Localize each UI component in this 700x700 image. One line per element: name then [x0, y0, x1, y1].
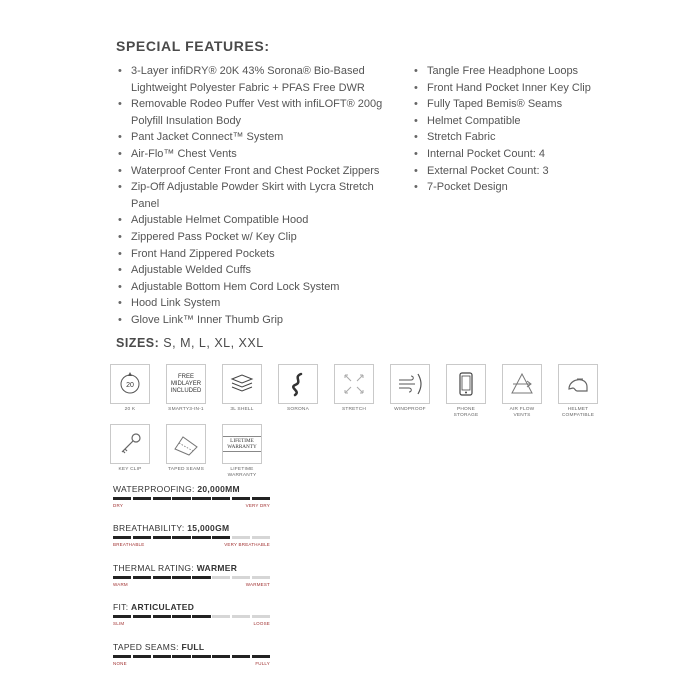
icon-label: HELMET COMPATIBLE	[561, 407, 595, 418]
icon-cell-phone	[446, 364, 488, 419]
icon-label: SORONA	[287, 407, 309, 412]
features-list-right	[414, 63, 604, 196]
icon-cell-air-flow	[502, 364, 544, 419]
air-flow-vents-icon	[502, 364, 542, 404]
sorona-icon	[278, 364, 318, 404]
rating-segment-filled	[192, 536, 210, 539]
rating-segment-filled	[192, 655, 210, 658]
rating-segment-filled	[252, 655, 270, 658]
feature-item: • 7-Pocket Design	[414, 179, 604, 196]
icon-cell-key-clip	[110, 424, 152, 473]
feature-item: • Helmet Compatible	[414, 113, 604, 130]
feature-item: • Front Hand Zippered Pockets	[118, 246, 390, 263]
icon-cell-stretch	[334, 364, 376, 413]
rating-segment-filled	[113, 536, 131, 539]
taped-seams-icon	[166, 424, 206, 464]
feature-item: • Waterproof Center Front and Chest Pocket Zippers	[118, 163, 390, 180]
rating-bar	[113, 576, 270, 579]
icon-cell-helmet	[558, 364, 600, 419]
rating-thermal	[113, 563, 273, 587]
sizes-label: SIZES:	[116, 336, 160, 350]
rating-segment-filled	[133, 615, 151, 618]
rating-bar	[113, 536, 270, 539]
rating-value: ARTICULATED	[131, 602, 195, 612]
feature-item: • Adjustable Helmet Compatible Hood	[118, 212, 390, 229]
rating-segment-filled	[192, 497, 210, 500]
lifetime-warranty-icon	[222, 424, 262, 464]
rating-segment-empty	[232, 615, 250, 618]
rating-segment-empty	[252, 536, 270, 539]
rating-segment-filled	[252, 497, 270, 500]
icon-cell-windproof	[390, 364, 432, 413]
rating-segment-filled	[113, 655, 131, 658]
rating-label: FIT:	[113, 602, 129, 612]
icon-label: AIR FLOW VENTS	[509, 407, 535, 418]
20k-badge-text: 20	[126, 382, 134, 389]
rating-title	[113, 642, 273, 652]
icon-label: PHONE STORAGE	[453, 407, 479, 418]
feature-item: • Adjustable Bottom Hem Cord Lock System	[118, 279, 390, 296]
rating-fit	[113, 602, 273, 626]
windproof-icon	[390, 364, 430, 404]
rating-segment-filled	[192, 615, 210, 618]
rating-segment-empty	[252, 576, 270, 579]
rating-segment-filled	[133, 655, 151, 658]
feature-item: • Pant Jacket Connect™ System	[118, 129, 390, 146]
rating-segment-filled	[232, 497, 250, 500]
rating-segment-filled	[172, 576, 190, 579]
stretch-icon	[334, 364, 374, 404]
rating-min-label: WARM	[113, 582, 128, 587]
rating-taped-seams	[113, 642, 273, 666]
rating-segment-filled	[153, 497, 171, 500]
rating-segment-filled	[113, 576, 131, 579]
rating-segment-filled	[113, 615, 131, 618]
rating-segment-filled	[172, 615, 190, 618]
rating-bar	[113, 655, 270, 658]
rating-value: 20,000MM	[197, 484, 240, 494]
rating-segment-filled	[133, 536, 151, 539]
key-clip-icon	[110, 424, 150, 464]
rating-label: THERMAL RATING:	[113, 563, 195, 573]
free-midlayer-text: FREE MIDLAYER INCLUDED	[170, 373, 202, 394]
rating-label: BREATHABILITY:	[113, 523, 185, 533]
rating-label: TAPED SEAMS:	[113, 642, 179, 652]
feature-item: • Adjustable Welded Cuffs	[118, 262, 390, 279]
rating-value: 15,000GM	[187, 523, 230, 533]
sizes-values: S, M, L, XL, XXL	[163, 336, 264, 350]
rating-segment-empty	[212, 615, 230, 618]
feature-item: • Stretch Fabric	[414, 129, 604, 146]
feature-item: • Glove Link™ Inner Thumb Grip	[118, 312, 390, 329]
helmet-compatible-icon	[558, 364, 598, 404]
feature-item: • Air-Flo™ Chest Vents	[118, 146, 390, 163]
icon-label: 3L SHELL	[230, 407, 254, 412]
smarty-3-in-1-icon	[166, 364, 206, 404]
phone-storage-icon	[446, 364, 486, 404]
rating-title	[113, 602, 273, 612]
special-features-title: SPECIAL FEATURES:	[116, 38, 270, 54]
icon-cell-taped-seams	[166, 424, 208, 473]
feature-item: • Tangle Free Headphone Loops	[414, 63, 604, 80]
rating-segment-filled	[153, 536, 171, 539]
feature-item: • 3-Layer infiDRY® 20K 43% Sorona® Bio-Based Lightweight Polyester Fabric + PFAS Free DWR	[118, 63, 390, 96]
rating-segment-filled	[212, 497, 230, 500]
rating-title	[113, 523, 273, 533]
rating-segment-filled	[172, 497, 190, 500]
rating-min-label: DRY	[113, 503, 124, 508]
rating-segment-filled	[172, 536, 190, 539]
feature-item: • External Pocket Count: 3	[414, 163, 604, 180]
rating-breathability	[113, 523, 273, 547]
rating-segment-empty	[212, 576, 230, 579]
rating-segment-empty	[232, 536, 250, 539]
rating-max-label: FULLY	[255, 661, 270, 666]
rating-min-label: NONE	[113, 661, 127, 666]
icon-label: 20 K	[124, 407, 136, 412]
rating-value: WARMER	[196, 563, 238, 573]
features-list-left	[118, 63, 390, 329]
rating-segment-empty	[252, 615, 270, 618]
rating-segment-filled	[212, 536, 230, 539]
3l-shell-icon	[222, 364, 262, 404]
rating-bar	[113, 497, 270, 500]
feature-item: • Zip-Off Adjustable Powder Skirt with Lycra Stretch Panel	[118, 179, 390, 212]
rating-max-label: LOOSE	[253, 621, 270, 626]
icon-label: STRETCH	[341, 407, 367, 412]
rating-segment-filled	[153, 576, 171, 579]
feature-item: • Zippered Pass Pocket w/ Key Clip	[118, 229, 390, 246]
feature-item: • Fully Taped Bemis® Seams	[414, 96, 604, 113]
rating-segment-filled	[153, 655, 171, 658]
icon-label: WINDPROOF	[394, 407, 426, 412]
rating-title	[113, 563, 273, 573]
rating-bar	[113, 615, 270, 618]
icon-label: SMARTY3-IN-1	[168, 407, 204, 412]
icon-label: LIFETIME WARRANTY	[227, 467, 257, 478]
20k-icon	[110, 364, 150, 404]
rating-segment-filled	[133, 497, 151, 500]
rating-segment-filled	[192, 576, 210, 579]
feature-item: • Front Hand Pocket Inner Key Clip	[414, 80, 604, 97]
icon-cell-lifetime-warranty	[222, 424, 264, 479]
icon-cell-smarty	[166, 364, 208, 413]
rating-segment-filled	[212, 655, 230, 658]
feature-item: • Internal Pocket Count: 4	[414, 146, 604, 163]
rating-min-label: BREATHABLE	[113, 542, 145, 547]
lifetime-warranty-badge: LIFETIME WARRANTY	[223, 436, 261, 452]
rating-segment-filled	[113, 497, 131, 500]
feature-icon-grid	[110, 364, 610, 476]
feature-item: • Removable Rodeo Puffer Vest with infiLOFT® 200g Polyfill Insulation Body	[118, 96, 390, 129]
rating-value: FULL	[181, 642, 205, 652]
feature-item: • Hood Link System	[118, 295, 390, 312]
rating-segment-empty	[232, 576, 250, 579]
icon-cell-sorona	[278, 364, 320, 413]
rating-segment-filled	[172, 655, 190, 658]
rating-max-label: VERY DRY	[245, 503, 270, 508]
rating-label: WATERPROOFING:	[113, 484, 195, 494]
rating-max-label: VERY BREATHABLE	[224, 542, 270, 547]
icon-label: KEY CLIP	[118, 467, 142, 472]
rating-segment-filled	[133, 576, 151, 579]
sizes-line	[116, 336, 264, 350]
rating-segment-filled	[153, 615, 171, 618]
rating-min-label: SLIM	[113, 621, 125, 626]
rating-title	[113, 484, 273, 494]
rating-waterproofing	[113, 484, 273, 508]
rating-segment-filled	[232, 655, 250, 658]
rating-max-label: WARMEST	[245, 582, 270, 587]
icon-cell-3l-shell	[222, 364, 264, 413]
icon-label: TAPED SEAMS	[168, 467, 204, 472]
icon-cell-20k	[110, 364, 152, 413]
